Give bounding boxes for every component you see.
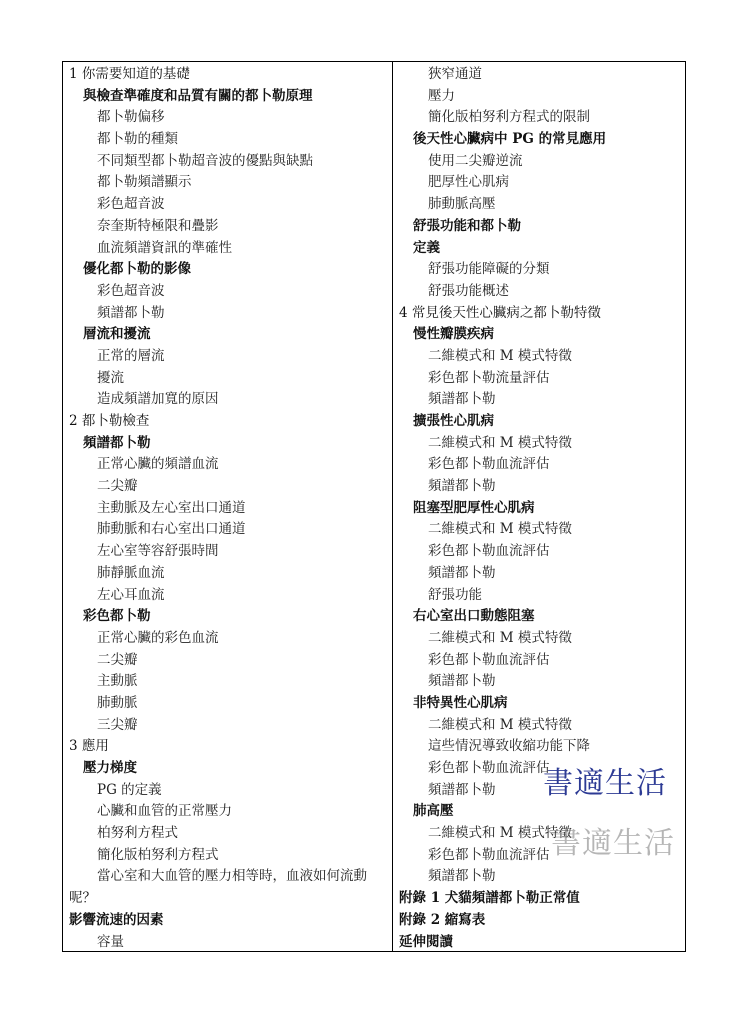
toc-section-heading: 後天性心臟病中 PG 的常見應用 bbox=[413, 131, 607, 148]
toc-subsection-entry: 使用二尖瓣逆流 bbox=[428, 152, 523, 169]
toc-section-heading: 非特異性心肌病 bbox=[413, 694, 508, 711]
toc-subsection-entry: 這些情況導致收縮功能下降 bbox=[428, 738, 590, 755]
toc-section-heading: 彩色都卜勒 bbox=[83, 608, 151, 625]
toc-subsection-entry: 二尖瓣 bbox=[97, 651, 138, 668]
toc-subsection-entry: 頻譜都卜勒 bbox=[428, 868, 496, 885]
toc-subsection-entry: 彩色都卜勒血流評估 bbox=[428, 456, 550, 473]
toc-appendix-entry: 延伸閱讀 bbox=[399, 933, 453, 950]
toc-left-column bbox=[63, 62, 393, 951]
toc-subsection-entry: 二維模式和 M 模式特徵 bbox=[428, 434, 572, 451]
toc-subsection-entry: 肥厚性心肌病 bbox=[428, 174, 509, 191]
toc-subsection-entry: 二維模式和 M 模式特徵 bbox=[428, 629, 572, 646]
toc-subsection-entry: 柏努利方程式 bbox=[97, 825, 178, 842]
toc-subsection-entry: 頻譜都卜勒 bbox=[428, 781, 496, 798]
toc-subsection-entry: 不同類型都卜勒超音波的優點與缺點 bbox=[97, 152, 313, 169]
toc-subsection-entry: 頻譜都卜勒 bbox=[428, 673, 496, 690]
toc-appendix-entry: 附錄 1 犬貓頻譜都卜勒正常值 bbox=[399, 890, 580, 907]
toc-subsection-entry: 狹窄通道 bbox=[428, 66, 482, 82]
toc-section-heading: 肺高壓 bbox=[413, 803, 454, 820]
toc-subsection-entry: 奈奎斯特極限和疊影 bbox=[97, 217, 219, 234]
toc-subsection-entry: 彩色都卜勒血流評估 bbox=[428, 760, 550, 776]
toc-subsection-entry: 肺動脈 bbox=[97, 694, 138, 711]
toc-subsection-entry: 主動脈 bbox=[97, 673, 138, 690]
toc-section-heading: 層流和擾流 bbox=[83, 326, 151, 343]
toc-subsection-entry: 都卜勒頻譜顯示 bbox=[97, 174, 192, 191]
toc-subsection-entry: 彩色都卜勒血流評估 bbox=[428, 651, 550, 668]
toc-subsection-entry: 舒張功能概述 bbox=[428, 282, 509, 299]
toc-section-heading: 定義 bbox=[413, 239, 440, 256]
toc-subsection-entry: 三尖瓣 bbox=[97, 716, 138, 733]
toc-subsection-entry: 血流頻譜資訊的準確性 bbox=[97, 239, 232, 256]
toc-subsection-entry: 正常的層流 bbox=[97, 347, 165, 364]
toc-subsection-entry: 當心室和大血管的壓力相等時，血液如何流動 bbox=[97, 868, 367, 885]
toc-subsection-entry: 肺動脈和右心室出口通道 bbox=[97, 521, 246, 538]
toc-section-heading: 右心室出口動態阻塞 bbox=[413, 608, 535, 625]
toc-subsection-entry: 左心耳血流 bbox=[97, 586, 165, 603]
toc-subsection-entry: 彩色都卜勒血流評估 bbox=[428, 846, 550, 863]
toc-subsection-entry: 二尖瓣 bbox=[97, 478, 138, 495]
toc-subsection-entry: 二維模式和 M 模式特徵 bbox=[428, 347, 572, 364]
toc-chapter-heading: 3 應用 bbox=[69, 738, 109, 755]
toc-subsection-entry: 頻譜都卜勒 bbox=[428, 564, 496, 581]
toc-subsection-entry: 頻譜都卜勒 bbox=[428, 478, 496, 495]
toc-subsection-entry: 簡化版柏努利方程式的限制 bbox=[428, 109, 590, 126]
toc-subsection-entry: 肺靜脈血流 bbox=[97, 564, 165, 581]
toc-subsection-entry: 心臟和血管的正常壓力 bbox=[97, 803, 232, 820]
toc-subsection-entry: 彩色超音波 bbox=[97, 196, 165, 213]
toc-subsection-entry: 容量 bbox=[97, 933, 124, 950]
toc-subsection-entry: 擾流 bbox=[97, 369, 124, 386]
toc-chapter-heading: 2 都卜勒檢查 bbox=[69, 413, 150, 429]
toc-subsection-entry: 二維模式和 M 模式特徵 bbox=[428, 825, 572, 842]
toc-section-heading: 壓力梯度 bbox=[83, 760, 137, 776]
toc-section-heading: 慢性瓣膜疾病 bbox=[413, 326, 494, 343]
toc-chapter-heading: 呢？ bbox=[69, 890, 96, 907]
toc-section-heading: 與檢查準確度和品質有關的都卜勒原理 bbox=[83, 87, 313, 104]
toc-chapter-heading: 1 你需要知道的基礎 bbox=[69, 66, 190, 82]
toc-subsection-entry: 舒張功能障礙的分類 bbox=[428, 261, 550, 278]
toc-subsection-entry: 彩色超音波 bbox=[97, 282, 165, 299]
toc-section-heading: 阻塞型肥厚性心肌病 bbox=[413, 499, 535, 516]
toc-section-heading: 優化都卜勒的影像 bbox=[83, 261, 191, 278]
toc-appendix-entry: 影響流速的因素 bbox=[69, 911, 164, 928]
toc-subsection-entry: 都卜勒的種類 bbox=[97, 131, 178, 148]
toc-subsection-entry: 造成頻譜加寬的原因 bbox=[97, 391, 219, 408]
toc-subsection-entry: 簡化版柏努利方程式 bbox=[97, 846, 219, 863]
toc-subsection-entry: 二維模式和 M 模式特徵 bbox=[428, 521, 572, 538]
toc-section-heading: 擴張性心肌病 bbox=[413, 413, 494, 429]
toc-subsection-entry: 壓力 bbox=[428, 87, 455, 104]
watermark-secondary: 書適生活 bbox=[551, 826, 675, 861]
toc-subsection-entry: 肺動脈高壓 bbox=[428, 196, 496, 213]
toc-subsection-entry: PG 的定義 bbox=[97, 781, 162, 798]
toc-chapter-heading: 4 常見後天性心臟病之都卜勒特徵 bbox=[399, 304, 601, 321]
toc-subsection-entry: 彩色都卜勒血流評估 bbox=[428, 543, 550, 560]
toc-section-heading: 舒張功能和都卜勒 bbox=[413, 217, 521, 234]
toc-subsection-entry: 頻譜都卜勒 bbox=[97, 304, 165, 321]
toc-subsection-entry: 頻譜都卜勒 bbox=[428, 391, 496, 408]
toc-subsection-entry: 舒張功能 bbox=[428, 586, 482, 603]
toc-subsection-entry: 都卜勒偏移 bbox=[97, 109, 165, 126]
toc-subsection-entry: 二維模式和 M 模式特徵 bbox=[428, 716, 572, 733]
toc-subsection-entry: 彩色都卜勒流量評估 bbox=[428, 369, 550, 386]
toc-subsection-entry: 正常心臟的頻譜血流 bbox=[97, 456, 219, 473]
toc-appendix-entry: 附錄 2 縮寫表 bbox=[399, 911, 486, 928]
toc-section-heading: 頻譜都卜勒 bbox=[83, 434, 151, 451]
watermark-primary: 書適生活 bbox=[543, 766, 667, 801]
toc-subsection-entry: 主動脈及左心室出口通道 bbox=[97, 499, 246, 516]
toc-subsection-entry: 左心室等容舒張時間 bbox=[97, 543, 219, 560]
toc-subsection-entry: 正常心臟的彩色血流 bbox=[97, 629, 219, 646]
